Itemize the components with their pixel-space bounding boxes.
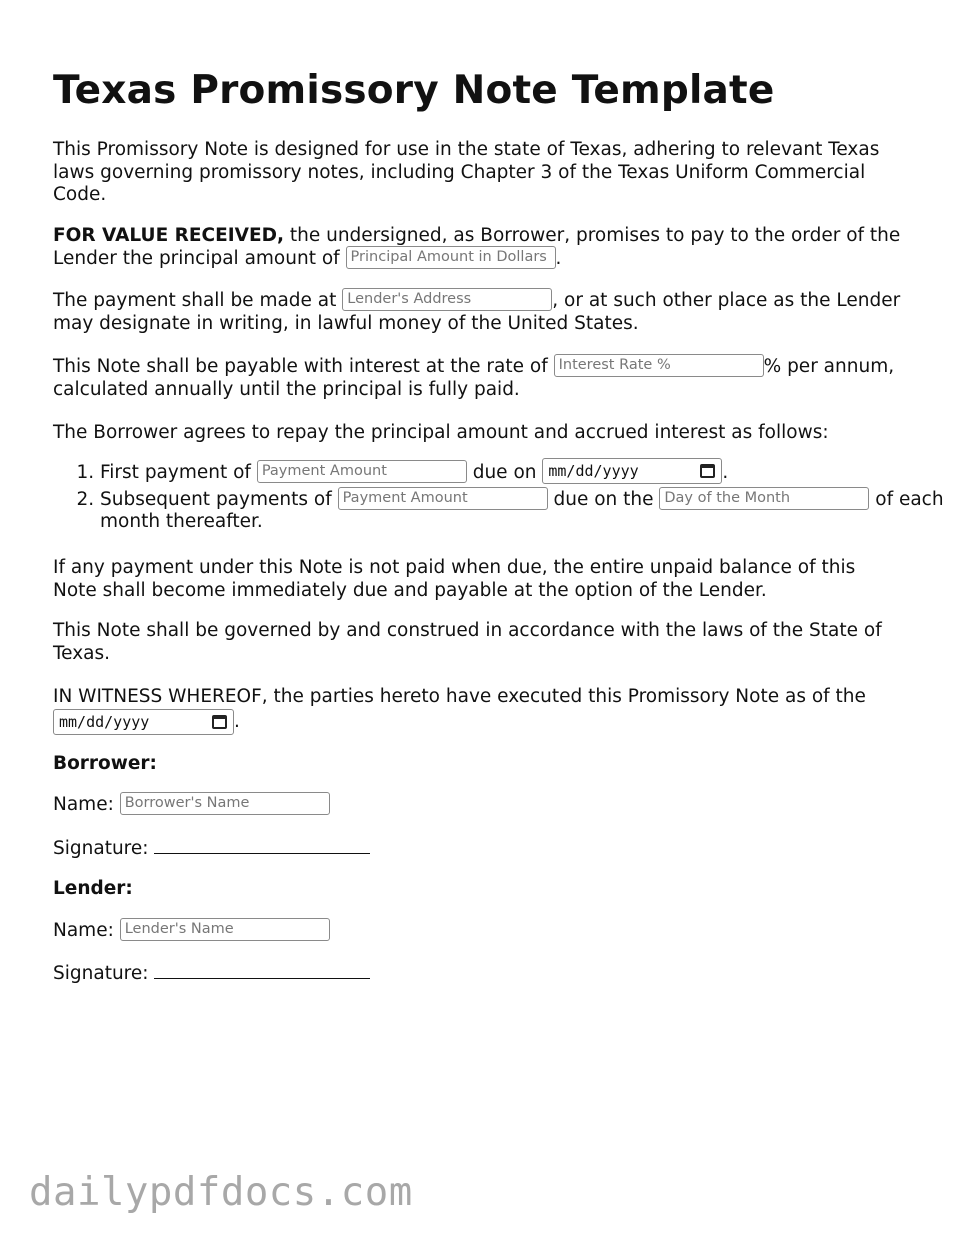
lender-signature-row: Signature:	[53, 962, 903, 986]
page-title: Texas Promissory Note Template	[53, 68, 775, 113]
value-bold: FOR VALUE RECEIVED,	[53, 225, 284, 246]
interest-paragraph: This Note shall be payable with interest at the rate of Interest Rate % % per annum, calculated annually until the principal is fully paid.	[53, 356, 895, 400]
principal-amount-field[interactable]: Principal Amount in Dollars	[346, 246, 556, 269]
borrower-signature-row: Signature:	[53, 837, 903, 861]
witness-paragraph: IN WITNESS WHEREOF, the parties hereto have executed this Promissory Note as of the mm/dd/yyyy .	[53, 684, 903, 735]
intro-paragraph: This Promissory Note is designed for use in the state of Texas, adhering to relevant Texas laws governing promissory notes, including Chapter 3 of the Texas Uniform Commercial Code.	[53, 139, 880, 205]
borrower-heading: Borrower:	[53, 753, 157, 774]
borrower-signature-line[interactable]	[154, 837, 370, 854]
lender-name-row: Name: Lender's Name	[53, 920, 903, 943]
payment-paragraph: The payment shall be made at Lender's Address , or at such other place as the Lender may designate in writing, in lawful money of the United States.	[53, 290, 901, 334]
lender-signature-line[interactable]	[154, 962, 370, 979]
value-paragraph: FOR VALUE RECEIVED, the undersigned, as Borrower, promises to pay to the order of the Lender the principal amount of Principal Amount in Dollars .	[53, 225, 901, 269]
payment-schedule-list	[53, 462, 950, 534]
list-item: 2. Subsequent payments of Payment Amount due on the Day of the Month of each month thereafter.	[100, 489, 950, 534]
first-payment-amount-field[interactable]: Payment Amount	[257, 460, 467, 483]
calendar-icon[interactable]	[212, 715, 227, 729]
subsequent-payment-amount-field[interactable]: Payment Amount	[338, 487, 548, 510]
witness-date-input[interactable]: mm/dd/yyyy	[53, 709, 234, 735]
borrower-name-row: Name: Borrower's Name	[53, 794, 903, 817]
interest-rate-field[interactable]: Interest Rate %	[554, 354, 764, 377]
watermark: dailypdfdocs.com	[29, 1170, 413, 1215]
list-item: 1. First payment of Payment Amount due on mm/dd/yyyy .	[100, 462, 950, 485]
default-paragraph: If any payment under this Note is not paid when due, the entire unpaid balance of this Note shall become immediately due and payable at the option of the Lender.	[53, 557, 856, 601]
repay-intro: The Borrower agrees to repay the principal amount and accrued interest as follows:	[53, 422, 829, 443]
lender-address-field[interactable]: Lender's Address	[342, 288, 552, 311]
borrower-name-field[interactable]: Borrower's Name	[120, 792, 330, 815]
first-payment-date-input[interactable]: mm/dd/yyyy	[542, 458, 722, 484]
lender-name-field[interactable]: Lender's Name	[120, 918, 330, 941]
lender-heading: Lender:	[53, 878, 133, 899]
calendar-icon[interactable]	[700, 464, 715, 478]
day-of-month-field[interactable]: Day of the Month	[659, 487, 869, 510]
governing-law-paragraph: This Note shall be governed by and construed in accordance with the laws of the State of Texas.	[53, 620, 882, 664]
